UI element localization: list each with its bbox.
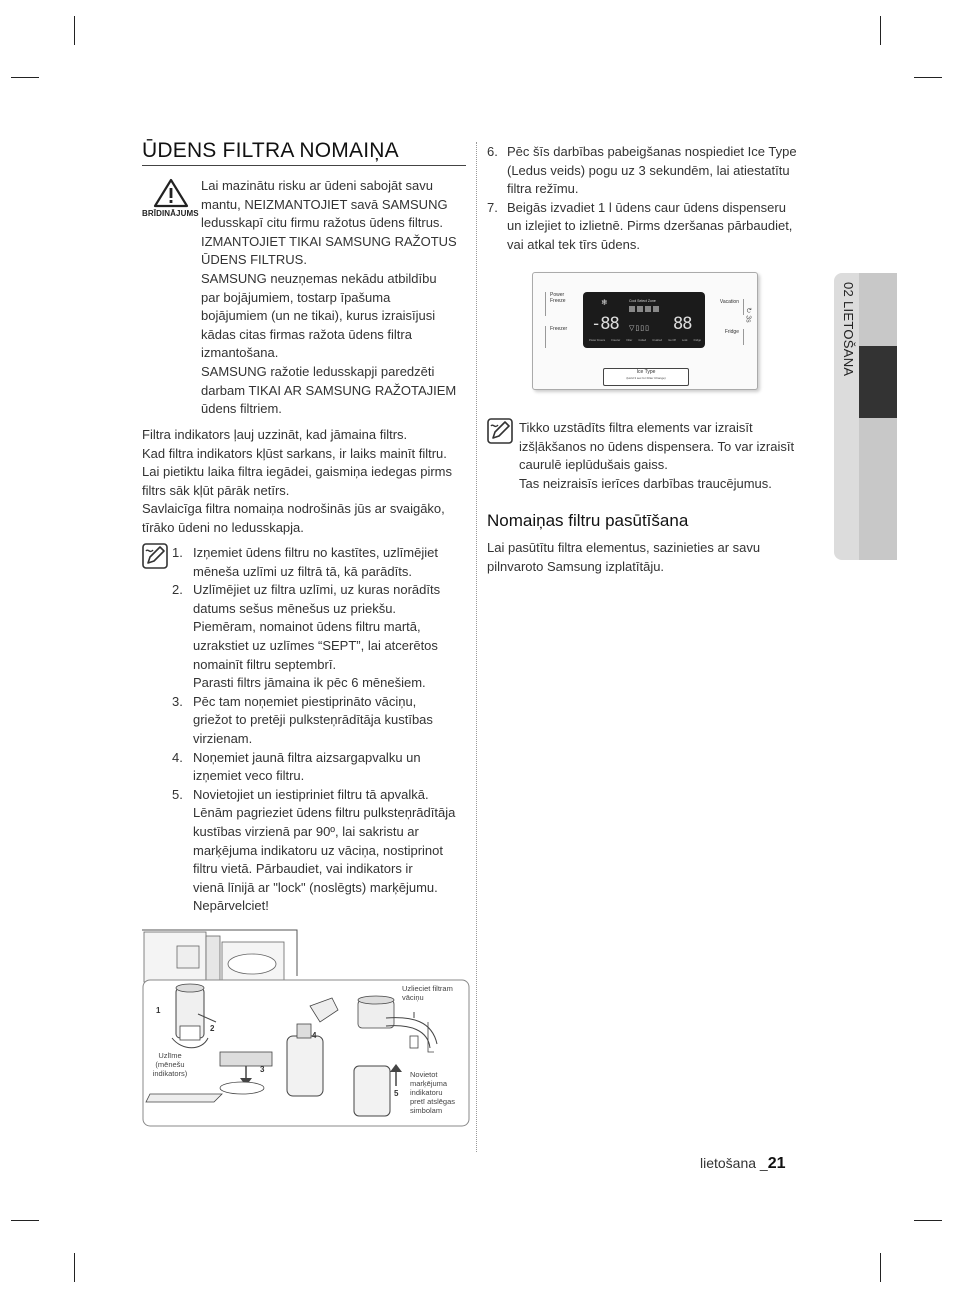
warning-triangle-icon xyxy=(142,178,200,210)
control-panel-illustration xyxy=(532,272,758,390)
crop-mark xyxy=(880,1253,881,1282)
crop-mark xyxy=(74,16,75,45)
crop-mark xyxy=(914,77,942,78)
steps-list-left xyxy=(172,544,472,916)
list-item: 2. Uzlīmējiet uz filtra uzlīmi, uz kuras norādīts datums sešus mēnešus uz priekšu. Piemēram, nomainot ūdens filtru martā, uzrakstiet uz uzlīmes “SEPT”, lai atcerētos nomainīt filtru septembrī. Parasti filtrs jāmaina ik pēc 6 mēnešiem. xyxy=(172,582,441,691)
ice-icons xyxy=(629,306,669,312)
steps-list-right xyxy=(487,143,817,255)
digits-right: 88 xyxy=(673,314,692,334)
list-item: 3. Pēc tam noņemiet piestiprināto vāciņu, griežot to pretēji pulksteņrādītāja kustības virzienam. xyxy=(172,693,433,746)
note-pencil-icon xyxy=(487,418,513,444)
cool-select-label: Cool Select Zone xyxy=(629,299,656,303)
digits-left: -88 xyxy=(591,314,619,334)
side-tab-segment xyxy=(859,418,897,560)
cap-caption: Uzlieciet filtram vāciņu xyxy=(402,984,453,1002)
page-title: ŪDENS FILTRA NOMAIŅA xyxy=(142,139,466,166)
vacation-button[interactable]: Vacation xyxy=(709,299,744,315)
note-pencil-icon xyxy=(142,543,168,569)
status-icons: ▽▯▯▯ xyxy=(629,325,650,332)
warning-block xyxy=(142,178,200,222)
side-tab-segment xyxy=(859,273,897,346)
warning-label: BRĪDINĀJUMS xyxy=(142,209,199,218)
diagram-label-1: 1 xyxy=(156,1006,161,1015)
ice-type-button[interactable]: Ice Type (Hold 3 sec for Filter Change) xyxy=(603,368,689,386)
crop-mark xyxy=(11,1220,39,1221)
filter-replacement-diagram xyxy=(142,926,470,1128)
list-item: 4. Noņemiet jaunā filtra aizsargapvalku un izņemiet veco filtru. xyxy=(172,749,421,784)
list-item: 5. Novietojiet un iestipriniet filtru tā apvalkā. Lēnām pagrieziet ūdens filtru pulksteņrādītāja kustības virzienā par 90º, lai sakristu ar marķējuma indikatoru uz vāciņa, nostiprinot filtru vietā. Pārbaudiet, vai indikators ir vienā līnijā ar "lock" (noslēgts) marķējumu. Nepārvelciet! xyxy=(172,786,456,914)
side-tab-label: 02 LIETOŠANA xyxy=(841,282,856,377)
note-text: Tikko uzstādīts filtra elements var izraisīt izšļākšanos no ūdens dispensera. To var izraisīt caurulē ieplūdušais gaiss. Tas neizraisīs ierīces darbības traucējumus. xyxy=(519,420,795,491)
intro-paragraph: Filtra indikators ļauj uzzināt, kad jāmaina filtrs. Kad filtra indikators kļūst sarkans, ir laiks mainīt filtru. Lai pietiktu laika filtra iegādei, gaismiņa iedegas pirms filtrs sāk kļūt pārāk netīrs. Savlaicīga filtra nomaiņa nodrošinās jūs ar svaigāko, tīrāko ūdeni no ledusskapja. xyxy=(142,427,452,535)
warning-text: Lai mazinātu risku ar ūdeni sabojāt savu mantu, NEIZMANTOJIET savā SAMSUNG ledusskapī citu firmu ražotus ūdens filtrus. IZMANTOJIET TIKAI SAMSUNG RAŽOTUS ŪDENS FILTRUS. SAMSUNG neuzņemas nekādu atbildību par bojājumiem, tostarp īpašuma bojājumiem (un ne tikai), kurus izraisījusi kādas citas firmas ražota ūdens filtra izmantošana. SAMSUNG ražotie ledusskapji paredzēti darbam TIKAI AR SAMSUNG RAŽOTAJIEM ūdens filtriem. xyxy=(201,178,457,417)
diagram-label-5: 5 xyxy=(394,1089,399,1098)
list-item: 7. Beigās izvadiet 1 l ūdens caur ūdens dispenseru un izlejiet to izlietnē. Pirms dzeršanas pārbaudiet, vai atkal tek tīrs ūdens. xyxy=(487,199,793,252)
display-screen xyxy=(583,292,705,348)
fridge-button[interactable]: Fridge xyxy=(709,329,744,345)
column-divider xyxy=(476,142,477,1152)
align-caption: Novietot marķējuma indikatoru pretī atslēgas simbolam xyxy=(410,1070,456,1115)
list-item: 1. Izņemiet ūdens filtru no kastītes, uzlīmējiet mēneša uzlīmi uz filtrā tā, kā parādīts. xyxy=(172,545,438,579)
snowflake-icon: ❄ xyxy=(601,298,608,307)
crop-mark xyxy=(11,77,39,78)
diagram-label-4: 4 xyxy=(312,1031,317,1040)
order-text: Lai pasūtītu filtra elementus, sazinieties ar savu pilnvaroto Samsung izplatītāju. xyxy=(487,540,761,574)
diagram-label-3: 3 xyxy=(260,1065,265,1074)
crop-mark xyxy=(74,1253,75,1282)
list-item: 6. Pēc šīs darbības pabeigšanas nospiediet Ice Type (Ledus veids) pogu uz 3 sekundēm, lai atiestatītu filtra režīmu. xyxy=(487,144,797,197)
display-small-labels: Power Freeze Freezer Filter Cubed Crushed Ice Off Lock Fridge xyxy=(589,339,701,342)
freezer-button[interactable]: Freezer xyxy=(545,326,580,348)
lock-hold-icon: ↻ 3s xyxy=(744,307,752,323)
crop-mark xyxy=(880,16,881,45)
page-number: 21 xyxy=(767,1155,786,1172)
crop-mark xyxy=(914,1220,942,1221)
sticker-caption: Uzlīme (mēnešu indikators) xyxy=(152,1051,188,1078)
order-heading: Nomaiņas filtru pasūtīšana xyxy=(487,511,689,530)
page-footer: lietošana _21 xyxy=(700,1155,786,1172)
power-freeze-button[interactable]: Power Freeze xyxy=(545,292,580,316)
diagram-label-2: 2 xyxy=(210,1024,215,1033)
side-tab-active xyxy=(859,346,897,418)
